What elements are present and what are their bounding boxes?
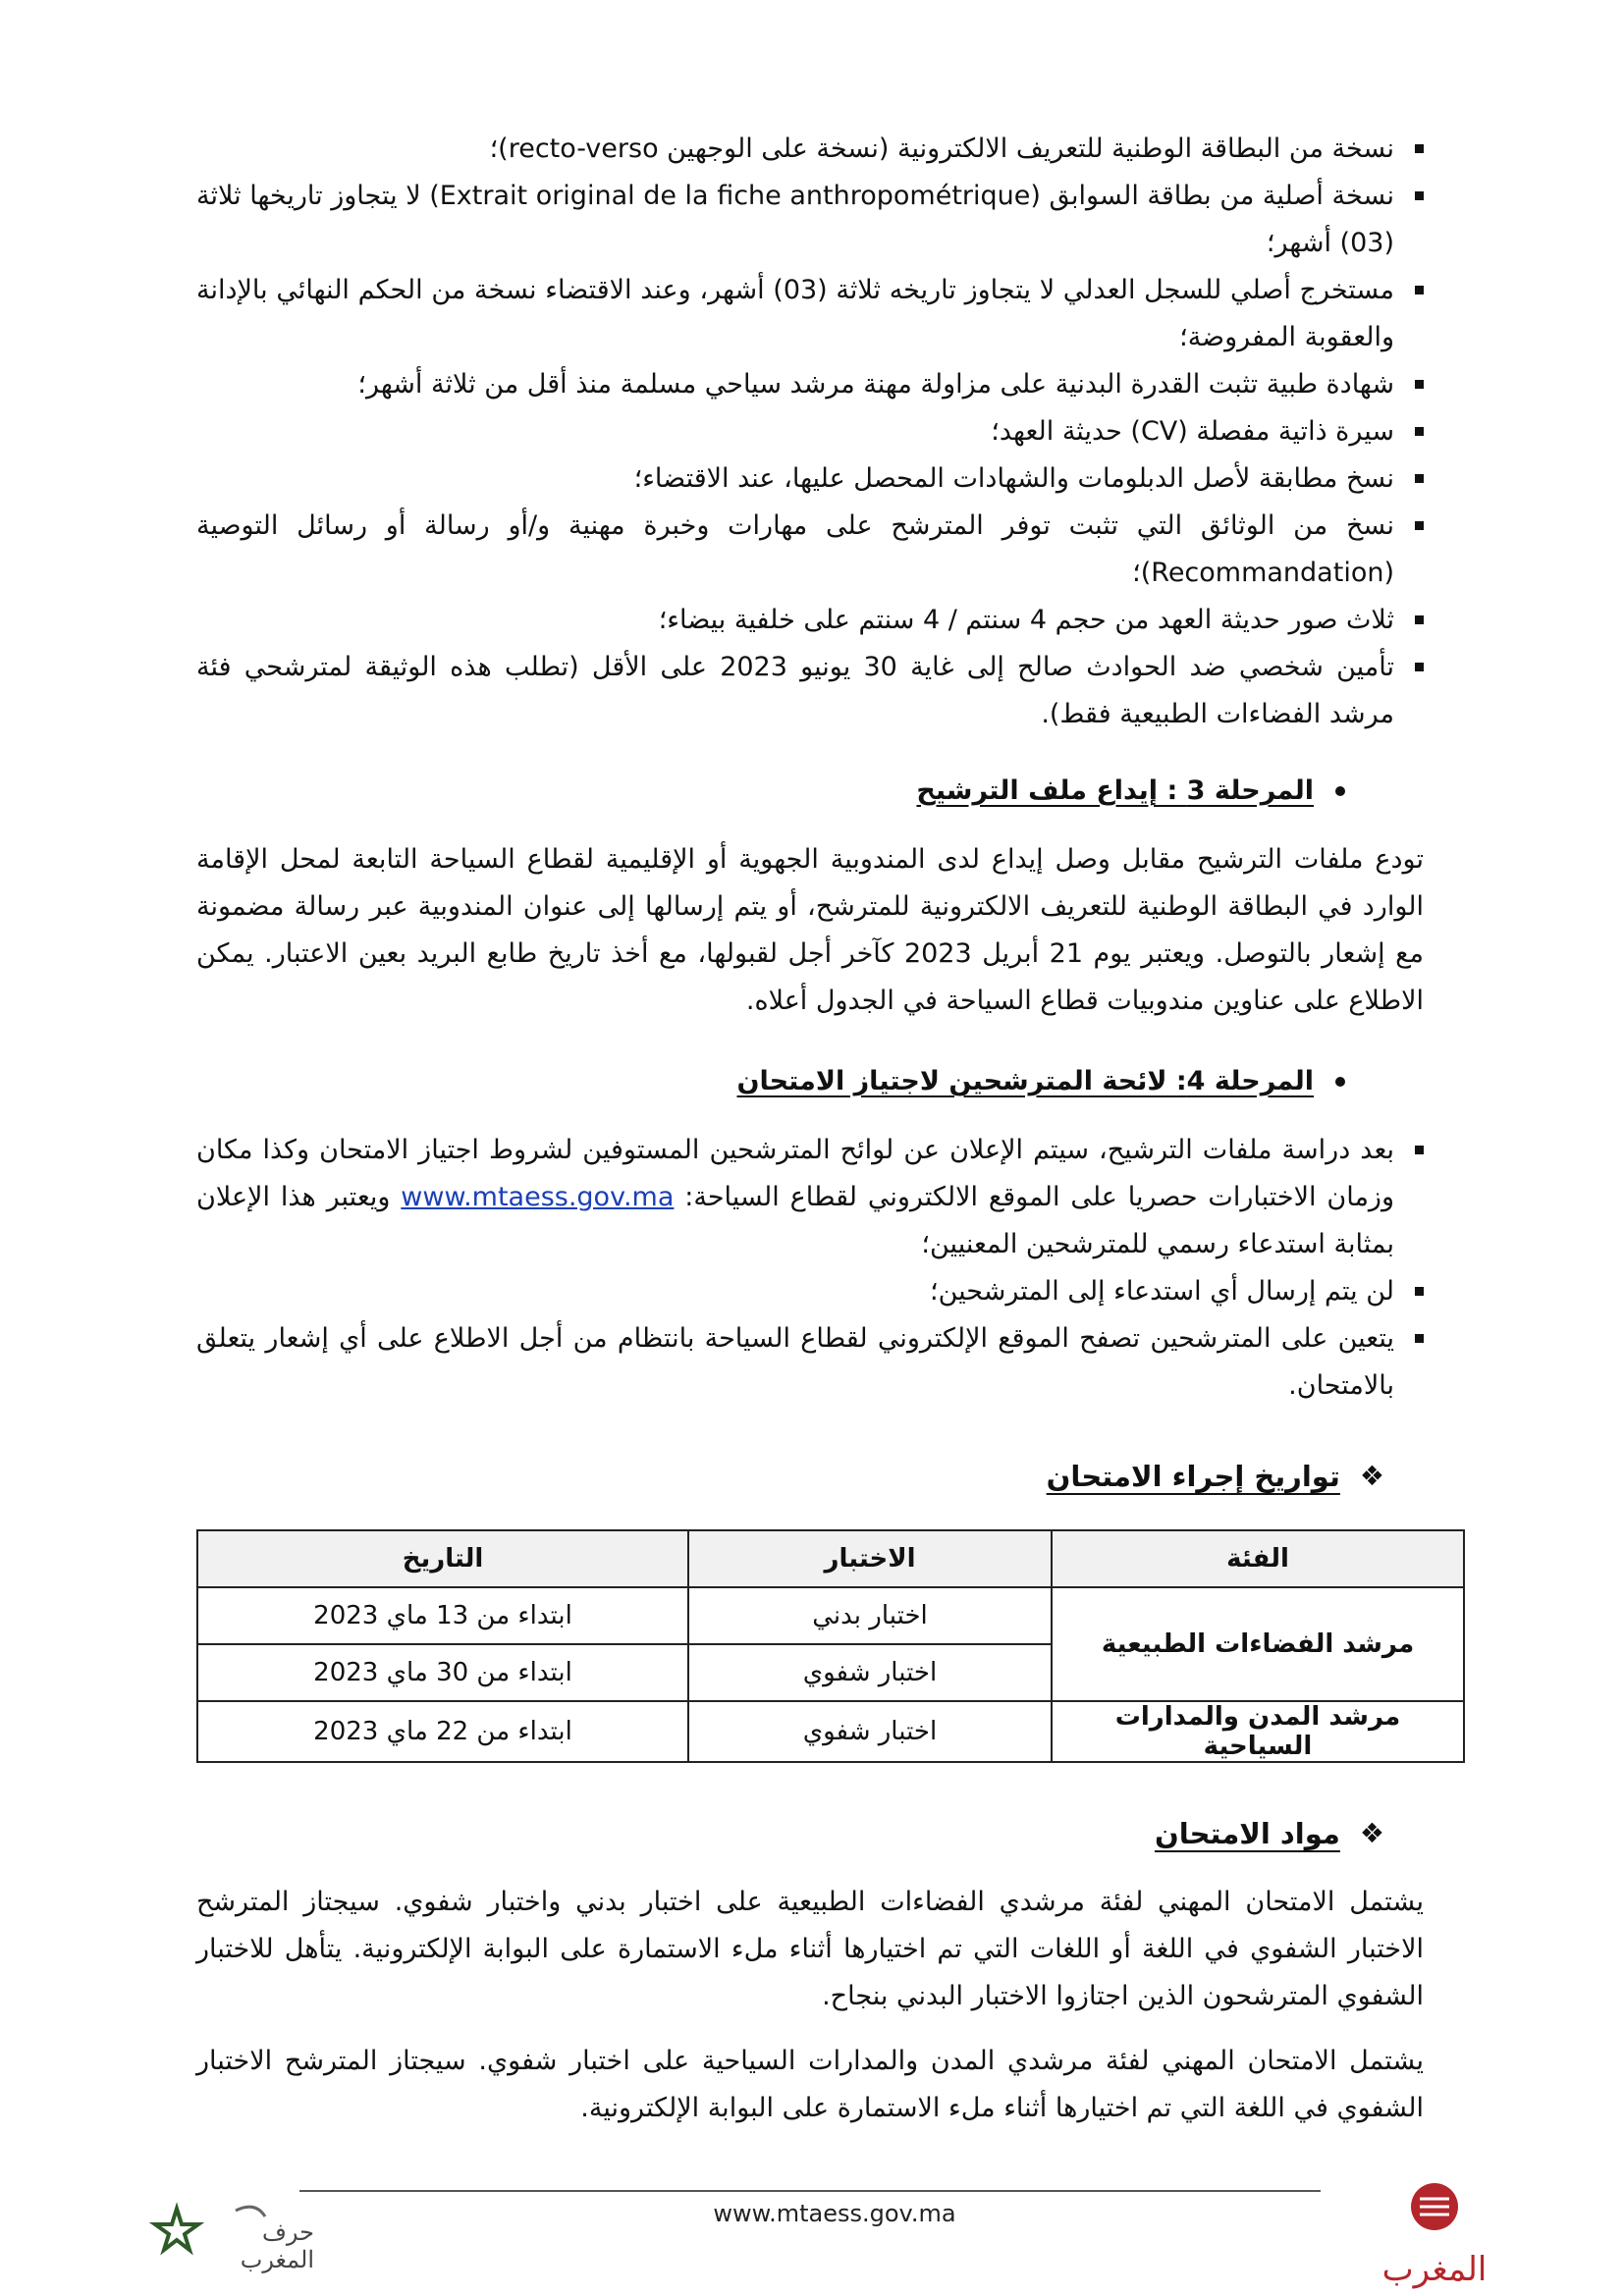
footer-url[interactable]: www.mtaess.gov.ma <box>713 2200 956 2227</box>
test-cell: اختبار شفوي <box>688 1701 1052 1762</box>
requirements-list <box>196 126 1424 738</box>
list-item: يتعين على المترشحين تصفح الموقع الإلكتروني لقطاع السياحة بانتظام من أجل الاطلاع على أي إشعار يتعلق بالامتحان. <box>196 1315 1424 1410</box>
list-item: نسخ مطابقة لأصل الدبلومات والشهادات المحصل عليها، عند الاقتضاء؛ <box>196 455 1424 503</box>
test-cell: اختبار بدني <box>688 1587 1052 1644</box>
list-item: نسخ من الوثائق التي تثبت توفر المترشح على مهارات وخبرة مهنية و/أو رسالة أو رسائل التوصية (Recommandation)؛ <box>196 503 1424 597</box>
stage3-body: تودع ملفات الترشيح مقابل وصل إيداع لدى المندوبية الجهوية أو الإقليمية لقطاع السياحة التابعة لمحل الإقامة الوارد في البطاقة الوطنية للتعريف الالكترونية للمترشح، أو يتم إرسالها إلى عنوان المندوبية عبر رسالة مضمونة مع إشعار بالتوصل. ويعتبر يوم 21 أبريل 2023 كآخر أجل لقبولها، مع أخذ تاريخ طابع البريد بعين الاعتبار. يمكن الاطلاع على عناوين مندوبيات قطاع السياحة في الجدول أعلاه. <box>196 844 1424 1016</box>
table-row <box>197 1701 1464 1762</box>
bullet-dot-icon <box>1335 1077 1345 1087</box>
diamond-bullet-icon: ❖ <box>1359 1460 1384 1492</box>
header-category: الفئة <box>1052 1530 1464 1587</box>
list-item: مستخرج أصلي للسجل العدلي لا يتجاوز تاريخه ثلاثة (03) أشهر، وعند الاقتضاء نسخة من الحكم النهائي بالإدانة والعقوبة المفروضة؛ <box>196 267 1424 361</box>
category-cell: مرشد المدن والمدارات السياحية <box>1052 1701 1464 1762</box>
date-cell: ابتداء من 13 ماي 2023 <box>197 1587 688 1644</box>
logo-left-text: حرف المغرب <box>240 2218 314 2273</box>
stage4-list <box>196 1127 1424 1410</box>
stage4-heading: المرحلة 4: لائحة المترشحين لاجتياز الامتحان <box>196 1058 1345 1105</box>
table-row <box>197 1587 1464 1644</box>
category-cell: مرشد الفضاءات الطبيعية <box>1052 1587 1464 1701</box>
list-item: بعد دراسة ملفات الترشيح، سيتم الإعلان عن لوائح المترشحين المستوفين لشروط اجتياز الامتحان وكذا مكان وزمان الاختبارات حصريا على الموقع الالكتروني لقطاع السياحة: www.mtaess.gov.ma ويعتبر هذا الإعلان بمثابة استدعاء رسمي للمترشحين المعنيين؛ <box>196 1127 1424 1268</box>
list-item: نسخة من البطاقة الوطنية للتعريف الالكترونية (نسخة على الوجهين recto-verso)؛ <box>196 126 1424 173</box>
date-cell: ابتداء من 30 ماي 2023 <box>197 1644 688 1701</box>
morocco-brand-logo <box>1371 2177 1498 2289</box>
diamond-bullet-icon: ❖ <box>1359 1817 1384 1849</box>
footer-divider <box>299 2190 1321 2192</box>
header-test: الاختبار <box>688 1530 1052 1587</box>
subjects-paragraph-2: يشتمل الامتحان المهني لفئة مرشدي المدن والمدارات السياحية على اختبار شفوي. سيجتاز المترشح الاختبار الشفوي في اللغة التي تم اختيارها أثناء ملء الاستمارة على البوابة الإلكترونية. <box>196 2046 1424 2123</box>
header-date: التاريخ <box>197 1530 688 1587</box>
test-cell: اختبار شفوي <box>688 1644 1052 1701</box>
list-item: لن يتم إرسال أي استدعاء إلى المترشحين؛ <box>196 1268 1424 1315</box>
stage3-heading: المرحلة 3 : إيداع ملف الترشيح <box>196 768 1345 815</box>
list-item: سيرة ذاتية مفصلة (CV) حديثة العهد؛ <box>196 408 1424 455</box>
morocco-emblem-icon <box>1371 2177 1498 2246</box>
exam-dates-table <box>196 1529 1465 1763</box>
exam-dates-heading: ❖ تواريخ إجراء الامتحان <box>196 1453 1384 1500</box>
bullet-dot-icon <box>1335 786 1345 796</box>
document-page <box>196 126 1424 2150</box>
logo-right-text: المغرب <box>1381 2250 1488 2289</box>
list-item: تأمين شخصي ضد الحوادث صالح إلى غاية 30 يونيو 2023 على الأقل (تطلب هذه الوثيقة لمترشحي فئة مرشد الفضاءات الطبيعية فقط). <box>196 644 1424 738</box>
subjects-paragraph-1: يشتمل الامتحان المهني لفئة مرشدي الفضاءات الطبيعية على اختبار بدني واختبار شفوي. سيجتاز المترشح الاختبار الشفوي في اللغة أو اللغات التي تم اختيارها أثناء ملء الاستمارة على البوابة الإلكترونية. يتأهل للاختبار الشفوي المترشحون الذين اجتازوا الاختبار البدني بنجاح. <box>196 1887 1424 2011</box>
exam-subjects-heading: ❖ مواد الامتحان <box>196 1810 1384 1857</box>
date-cell: ابتداء من 22 ماي 2023 <box>197 1701 688 1762</box>
table-header-row <box>197 1530 1464 1587</box>
list-item: ثلاث صور حديثة العهد من حجم 4 سنتم / 4 سنتم على خلفية بيضاء؛ <box>196 597 1424 644</box>
tourism-website-link[interactable]: www.mtaess.gov.ma <box>401 1182 675 1212</box>
herf-almaghrib-logo <box>147 2191 314 2279</box>
list-item: نسخة أصلية من بطاقة السوابق (Extrait original de la fiche anthropométrique) لا يتجاوز تاريخها ثلاثة (03) أشهر؛ <box>196 173 1424 267</box>
list-item: شهادة طبية تثبت القدرة البدنية على مزاولة مهنة مرشد سياحي مسلمة منذ أقل من ثلاثة أشهر؛ <box>196 361 1424 408</box>
